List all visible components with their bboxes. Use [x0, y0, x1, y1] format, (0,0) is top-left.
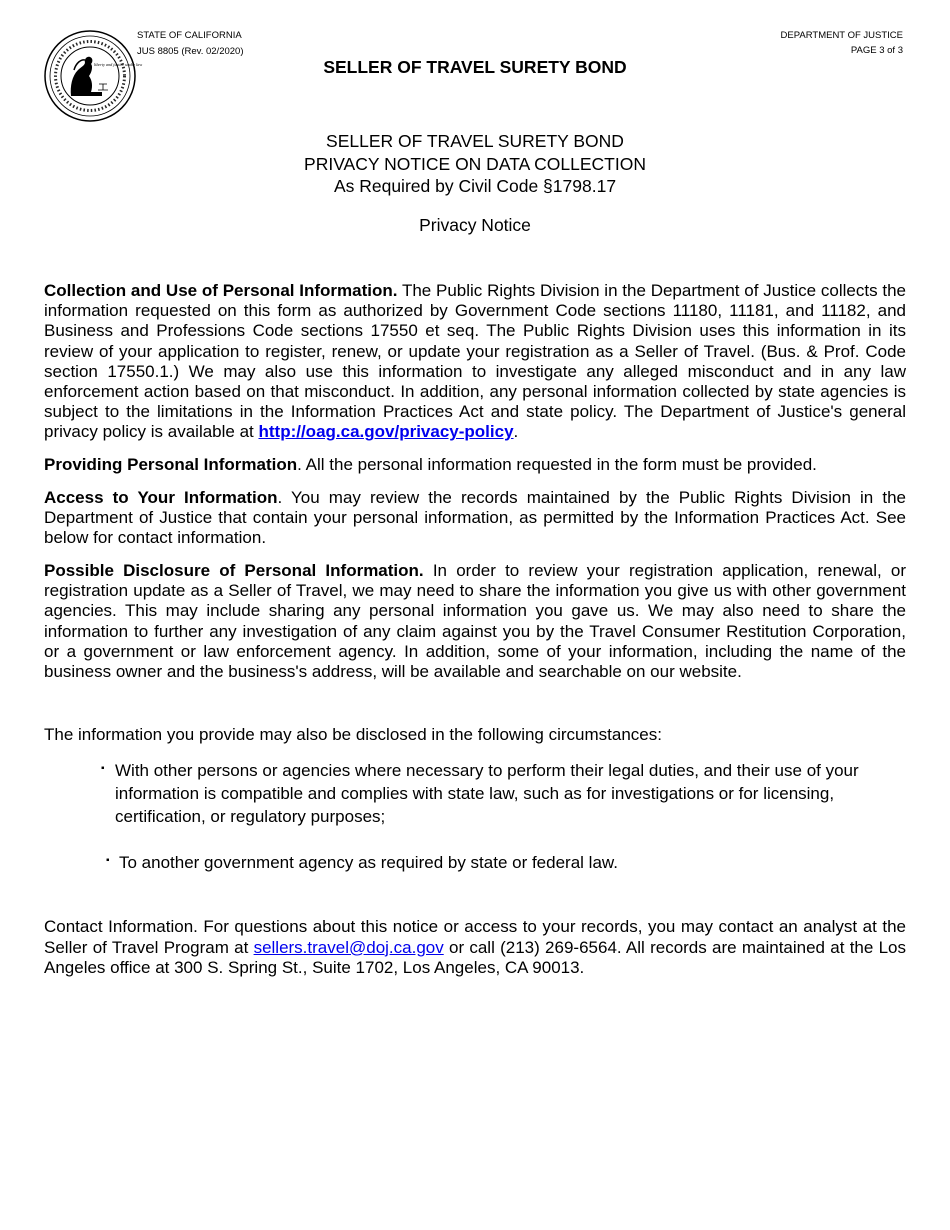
page-number: PAGE 3 of 3: [850, 45, 903, 56]
disclosure-paragraph: [44, 561, 906, 682]
form-title: SELLER OF TRAVEL SURETY BOND: [323, 57, 627, 77]
contact-paragraph: [44, 917, 906, 978]
privacy-policy-link[interactable]: http://oag.ca.gov/privacy-policy: [258, 422, 514, 442]
contact-email-link[interactable]: sellers.travel@doj.ca.gov: [253, 937, 444, 957]
list-item-text: With other persons or agencies where necessary to perform their legal duties, and their use of your information is compatible and complies with state law, such as for investigations or for licensing, certification, or regulatory purposes;: [115, 761, 859, 827]
providing-heading: Providing Personal Information: [44, 455, 298, 475]
department-name: DEPARTMENT OF JUSTICE: [780, 30, 903, 41]
providing-text: . All the personal information requested in the form must be provided.: [297, 455, 817, 475]
providing-paragraph: [44, 455, 906, 475]
notice-title-block: [0, 130, 950, 198]
contact-text-before: Contact Information. For questions about this notice or access to your records, you may contact an analyst at the Seller of Travel Program at: [44, 917, 906, 957]
form-header-left: [137, 28, 244, 60]
notice-body: [44, 281, 906, 978]
access-paragraph: [44, 488, 906, 549]
disclosure-heading: Possible Disclosure of Personal Information.: [44, 560, 424, 580]
form-number: JUS 8805 (Rev. 02/2020): [137, 46, 244, 57]
access-heading: Access to Your Information: [44, 487, 278, 507]
disclosure-text: In order to review your registration application, renewal, or registration update as a Seller of Travel, we may need to share the information you give us with other government agencies. This may include sharing any personal information you gave us. We may also need to share the information to further any investigation of any claim against you by the Travel Consumer Restitution Corporation, or a government or law enforcement agency. In addition, some of your information, including the name of the business owner and the business's address, will be available and searchable on our website.: [44, 560, 907, 681]
collection-paragraph: [44, 281, 906, 443]
privacy-notice-label: Privacy Notice: [419, 215, 531, 235]
notice-title-line-1: SELLER OF TRAVEL SURETY BOND: [326, 131, 624, 151]
collection-heading: Collection and Use of Personal Information.: [44, 281, 398, 300]
circumstances-list: [44, 759, 906, 874]
list-item-text: To another government agency as required by state or federal law.: [119, 853, 618, 873]
list-item: [101, 759, 906, 828]
seal-motto: liberty and justice under law: [94, 62, 143, 67]
collection-end: .: [513, 422, 519, 442]
circumstances-intro: The information you provide may also be disclosed in the following circumstances:: [44, 725, 662, 745]
notice-title-line-2: PRIVACY NOTICE ON DATA COLLECTION: [304, 153, 646, 174]
state-name: STATE OF CALIFORNIA: [137, 30, 242, 41]
notice-title-line-3: As Required by Civil Code §1798.17: [333, 176, 617, 196]
access-text: . You may review the records maintained by the Public Rights Division in the Department of Justice that contain your personal information, as permitted by the Information Practices Act. See below for contact information.: [44, 487, 906, 548]
collection-text: The Public Rights Division in the Department of Justice collects the information requested on this form as authorized by Government Code sections 11180, 11181, and 11182, and Business and Professions Code sections 17550 et seq. The Public Rights Division uses this information in its review of your application to register, renew, or update your registration as a Seller of Travel. (Bus. & Prof. Code section 17550.1.) We may also use this information to investigate any alleged misconduct and in any law enforcement action based on that misconduct. In addition, any personal information collected by state agencies is subject to the limitations in the Information Practices Act and state policy. The Department of Justice's general privacy policy is available at: [44, 281, 906, 442]
form-header-right: [781, 28, 903, 58]
bullet-icon: ▪: [106, 855, 110, 867]
bullet-icon: ▪: [101, 763, 105, 775]
list-item: [106, 851, 906, 874]
contact-text-after: or call (213) 269-6564. All records are maintained at the Los Angeles office at 300 S. Spring St., Suite 1702, Los Angeles, CA 90013.: [44, 937, 906, 977]
